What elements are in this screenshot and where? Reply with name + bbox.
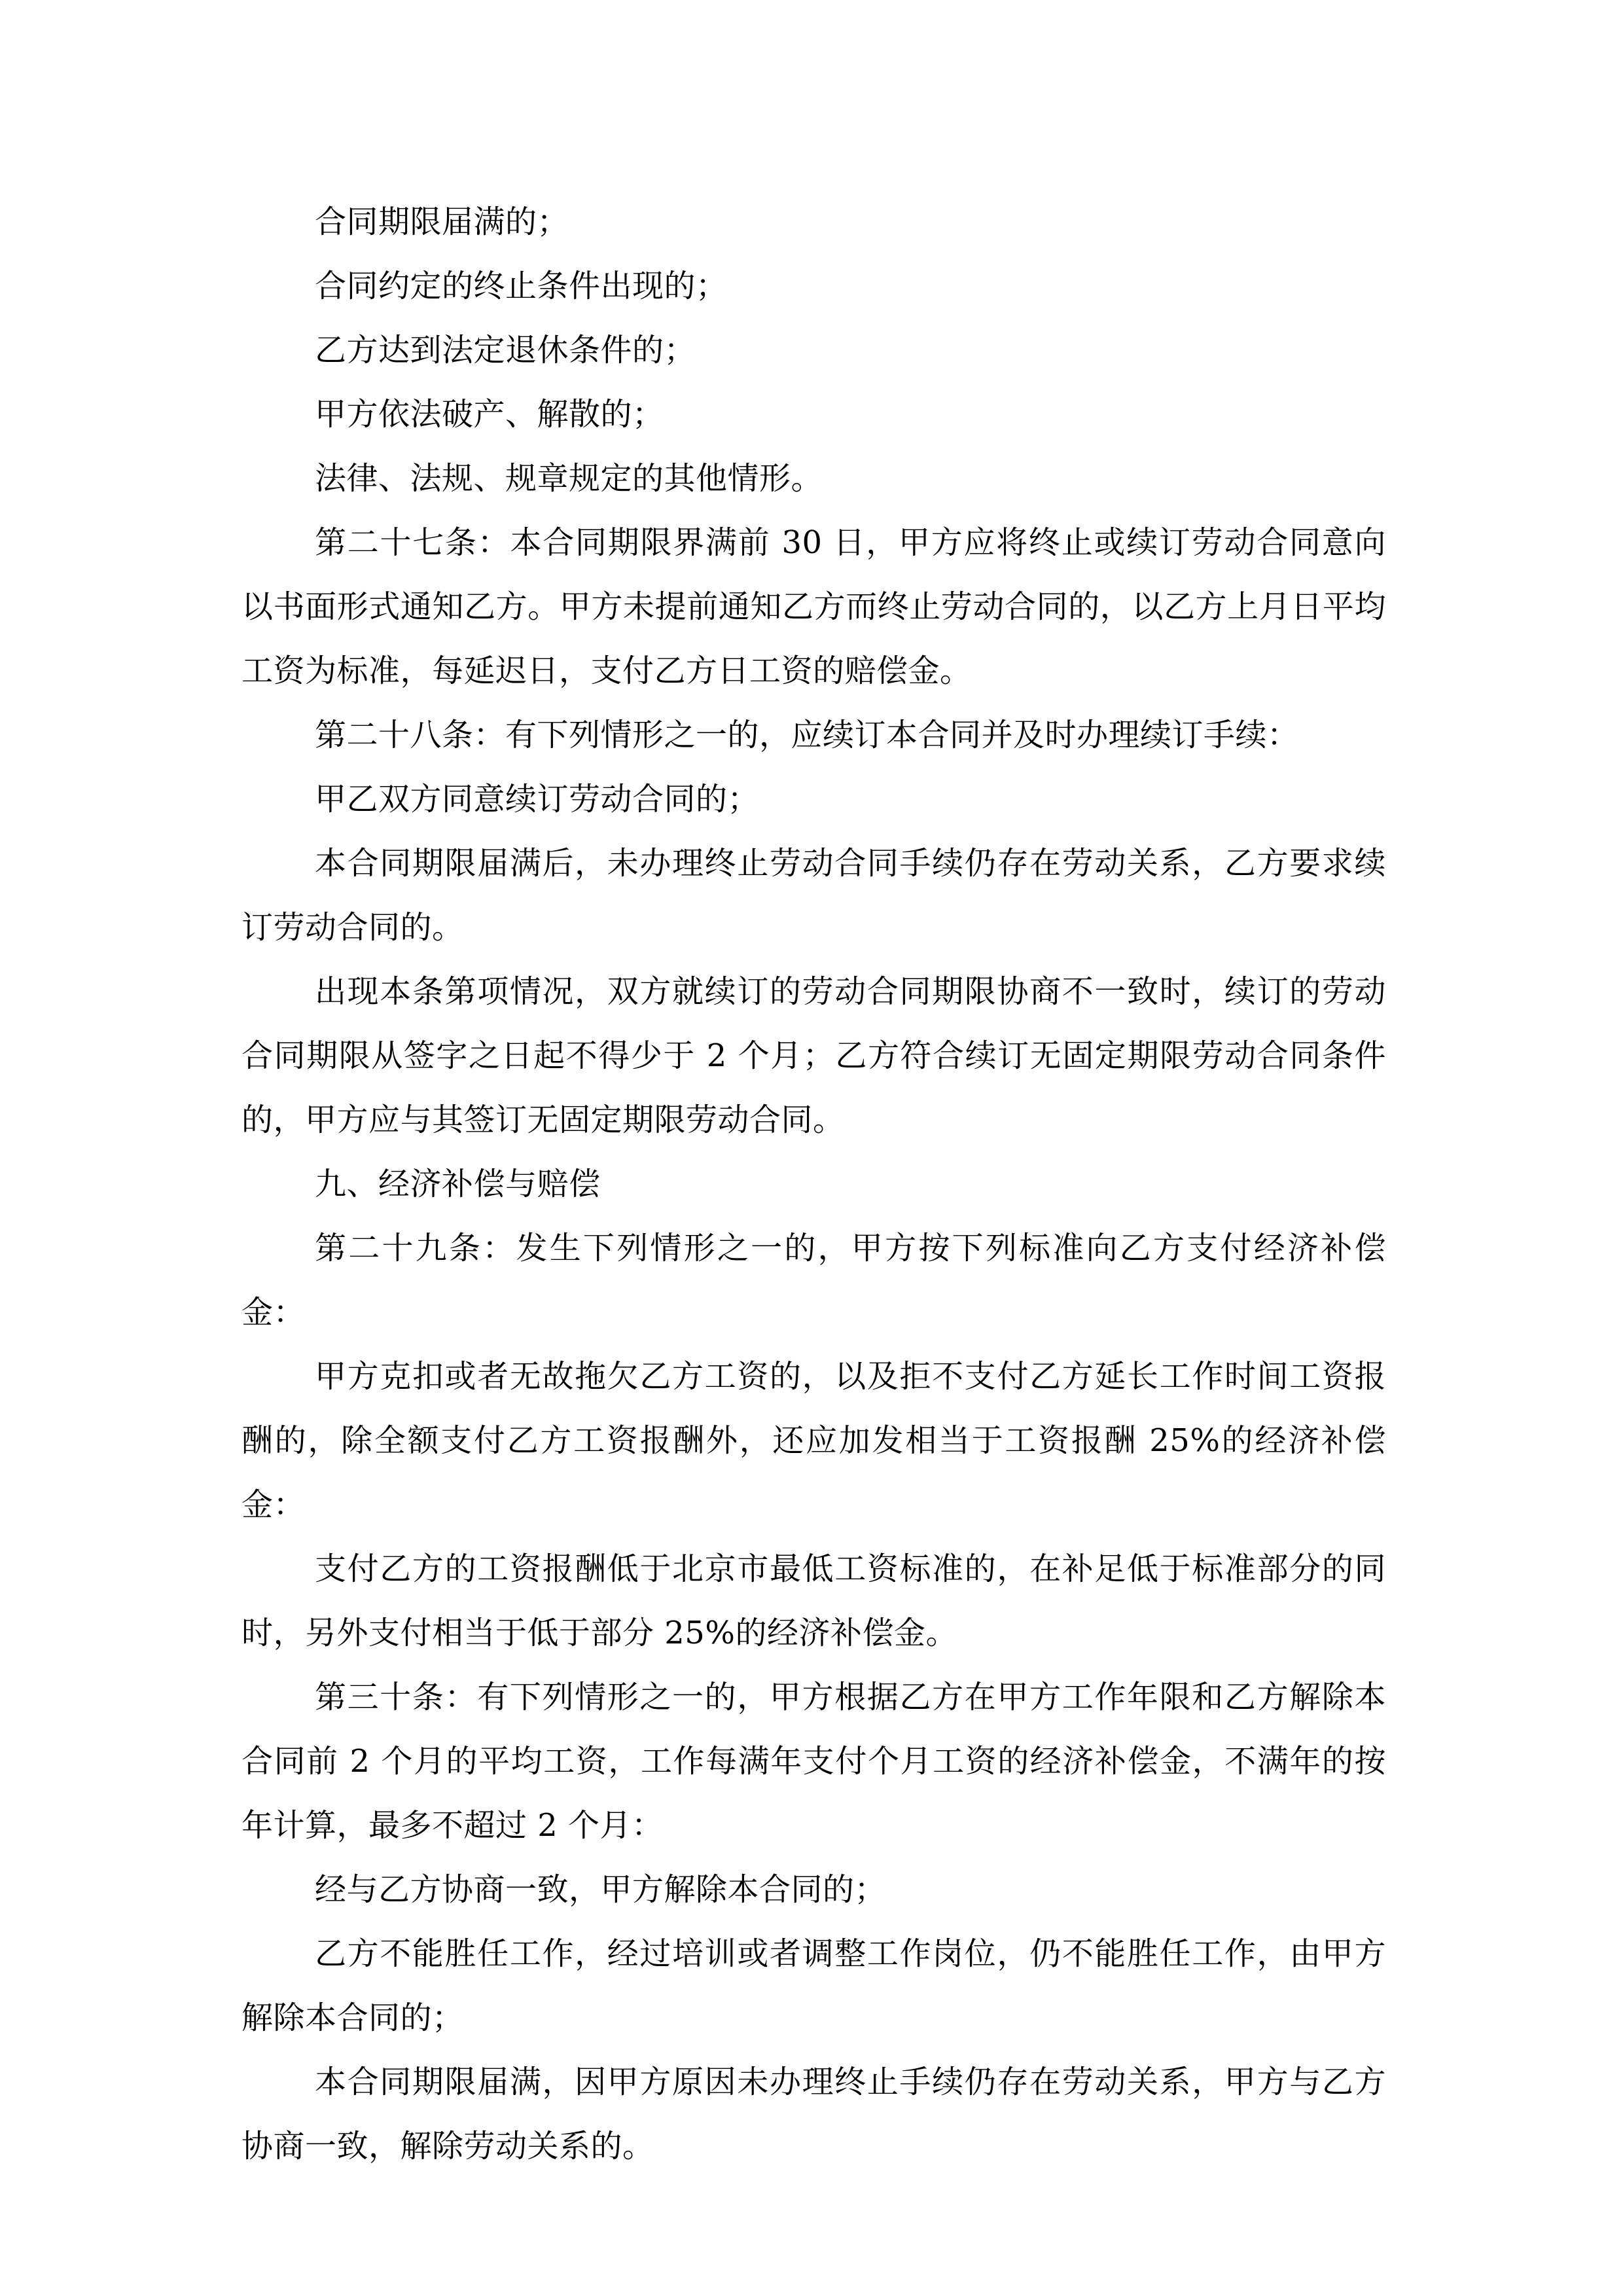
paragraph-17: 乙方不能胜任工作，经过培训或者调整工作岗位，仍不能胜任工作，由甲方解除本合同的； (241, 1935, 1386, 2036)
paragraph-5: 法律、法规、规章规定的其他情形。 (315, 460, 823, 497)
section-heading-9: 九、经济补偿与赔偿 (315, 1166, 601, 1202)
document-body (241, 190, 1386, 2178)
paragraph-8: 甲乙双方同意续订劳动合同的； (315, 781, 760, 817)
paragraph-10: 出现本条第项情况，双方就续订的劳动合同期限协商不一致时，续订的劳动合同期限从签字之日起不得少于 2 个月；乙方符合续订无固定期限劳动合同条件的，甲方应与其签订无固定期限劳动合同。 (241, 973, 1386, 1138)
article-30: 第三十条：有下列情形之一的，甲方根据乙方在甲方工作年限和乙方解除本合同前 2 个月的平均工资，工作每满年支付个月工资的经济补偿金，不满年的按年计算，最多不超过 2 个月： (241, 1679, 1386, 1844)
paragraph-13: 甲方克扣或者无故拖欠乙方工资的，以及拒不支付乙方延长工作时间工资报酬的，除全额支付乙方工资报酬外，还应加发相当于工资报酬 25%的经济补偿金： (241, 1358, 1386, 1523)
paragraph-18: 本合同期限届满，因甲方原因未办理终止手续仍存在劳动关系，甲方与乙方协商一致，解除劳动关系的。 (241, 2064, 1386, 2164)
paragraph-14: 支付乙方的工资报酬低于北京市最低工资标准的，在补足低于标准部分的同时，另外支付相当于低于部分 25%的经济补偿金。 (241, 1551, 1386, 1651)
paragraph-9: 本合同期限届满后，未办理终止劳动合同手续仍存在劳动关系，乙方要求续订劳动合同的。 (241, 845, 1386, 946)
paragraph-4: 甲方依法破产、解散的； (315, 396, 664, 433)
paragraph-2: 合同约定的终止条件出现的； (315, 268, 728, 304)
article-28: 第二十八条：有下列情形之一的，应续订本合同并及时办理续订手续： (315, 717, 1299, 753)
paragraph-1: 合同期限届满的； (315, 204, 569, 240)
paragraph-3: 乙方达到法定退休条件的； (315, 332, 696, 368)
paragraph-16: 经与乙方协商一致，甲方解除本合同的； (315, 1871, 887, 1908)
article-29: 第二十九条：发生下列情形之一的，甲方按下列标准向乙方支付经济补偿金： (241, 1230, 1386, 1331)
article-27: 第二十七条：本合同期限界满前 30 日，甲方应将终止或续订劳动合同意向以书面形式通知乙方。甲方未提前通知乙方而终止劳动合同的，以乙方上月日平均工资为标准，每延迟日，支付乙方日工资的赔偿金。 (241, 524, 1386, 689)
